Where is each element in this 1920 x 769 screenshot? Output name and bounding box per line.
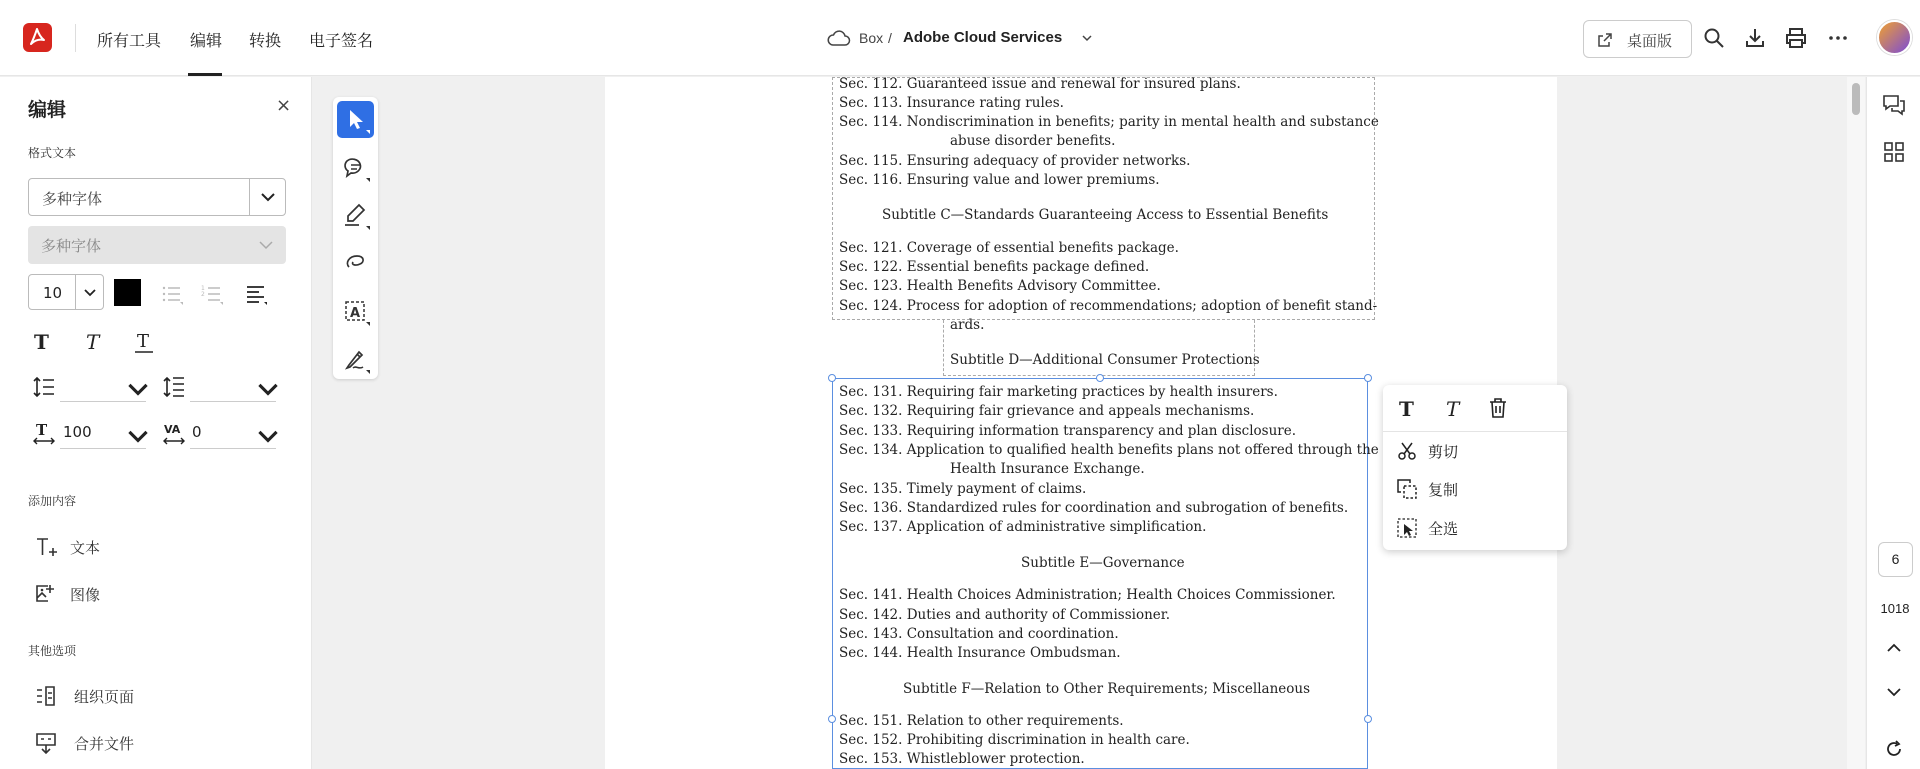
paragraph-spacing-icon[interactable] <box>162 375 186 399</box>
subtitle-heading: Subtitle F—Relation to Other Requirements; Miscellaneous <box>903 681 1311 697</box>
doc-line: Sec. 132. Requiring fair grievance and appeals mechanisms. <box>839 403 1255 419</box>
add-text-label: 文本 <box>70 539 101 557</box>
chevron-down-icon[interactable] <box>1081 32 1093 44</box>
font-style-select <box>28 226 286 264</box>
tab-convert[interactable]: 转换 <box>249 31 282 50</box>
subtitle-heading: Subtitle E—Governance <box>1021 555 1185 571</box>
chevron-down-icon[interactable] <box>256 425 280 449</box>
divider <box>190 401 276 402</box>
organize-pages-icon <box>34 684 58 708</box>
svg-text:T: T <box>36 421 48 439</box>
scissors-icon <box>1397 441 1417 461</box>
line-spacing-icon[interactable] <box>32 375 56 399</box>
resize-handle[interactable] <box>1364 374 1372 382</box>
external-link-icon <box>1597 32 1613 48</box>
pen-sign-icon <box>337 341 374 378</box>
text-box-icon <box>337 293 374 330</box>
bold-icon[interactable] <box>1397 397 1419 419</box>
avatar[interactable] <box>1877 20 1912 55</box>
chevron-down-icon <box>260 190 276 204</box>
open-desktop-label: 桌面版 <box>1627 32 1673 50</box>
context-menu <box>1383 385 1567 550</box>
bold-icon[interactable] <box>32 330 56 354</box>
open-desktop-button[interactable] <box>1583 20 1692 58</box>
font-family-select[interactable] <box>28 178 286 216</box>
add-text-icon <box>34 535 58 559</box>
svg-text:T: T <box>34 330 49 354</box>
svg-text:T: T <box>137 331 150 352</box>
close-icon[interactable]: × <box>276 95 292 116</box>
doc-line: Sec. 136. Standardized rules for coordination and subrogation of benefits. <box>839 500 1349 516</box>
doc-line: Sec. 137. Application of administrative simplification. <box>839 519 1207 535</box>
tab-all-tools[interactable]: 所有工具 <box>97 31 162 50</box>
doc-line: Sec. 151. Relation to other requirements. <box>839 713 1124 729</box>
select-all-label: 全选 <box>1428 520 1459 538</box>
panel-title: 编辑 <box>28 99 67 121</box>
chevron-down-icon <box>83 287 97 299</box>
font-family-dropdown[interactable] <box>249 179 285 215</box>
chevron-down-icon[interactable] <box>256 378 280 402</box>
chevron-down-icon[interactable] <box>126 425 150 449</box>
doc-line: Sec. 133. Requiring information transparency and plan disclosure. <box>839 423 1297 439</box>
resize-handle[interactable] <box>828 715 836 723</box>
chevron-down-icon <box>258 239 274 251</box>
organize-pages-label: 组织页面 <box>74 688 135 706</box>
doc-line: Sec. 123. Health Benefits Advisory Committee. <box>839 278 1161 294</box>
svg-text:T: T <box>1399 397 1414 419</box>
select-all-menu-item[interactable] <box>1395 512 1555 542</box>
doc-line: Sec. 116. Ensuring value and lower premiums. <box>839 172 1160 188</box>
text-color-swatch[interactable] <box>114 279 141 306</box>
doc-line: Sec. 152. Prohibiting discrimination in health care. <box>839 732 1190 748</box>
doc-line: Sec. 142. Duties and authority of Commissioner. <box>839 607 1171 623</box>
numbered-list-icon[interactable] <box>200 282 224 306</box>
highlighter-icon <box>337 197 374 234</box>
character-spacing-value[interactable]: 0 <box>192 423 202 441</box>
doc-line: Sec. 144. Health Insurance Ombudsman. <box>839 645 1121 661</box>
vertical-scrollbar[interactable] <box>1847 77 1865 769</box>
cloud-icon <box>827 29 851 47</box>
doc-line: Sec. 113. Insurance rating rules. <box>839 95 1064 111</box>
doc-line: Sec. 131. Requiring fair marketing practices by health insurers. <box>839 384 1278 400</box>
tab-edit[interactable]: 编辑 <box>190 31 223 50</box>
doc-line: Sec. 141. Health Choices Administration; Health Choices Commissioner. <box>839 587 1336 603</box>
svg-text:VA: VA <box>164 423 181 436</box>
divider <box>190 448 276 449</box>
tab-e-sign[interactable]: 电子签名 <box>309 31 374 50</box>
resize-handle[interactable] <box>1364 715 1372 723</box>
breadcrumb-separator: / <box>888 30 892 46</box>
underline-icon[interactable] <box>132 330 156 354</box>
divider <box>75 24 76 52</box>
font-style-value: 多种字体 <box>41 237 102 255</box>
svg-text:T: T <box>86 330 100 354</box>
resize-handle[interactable] <box>828 374 836 382</box>
floating-toolbar <box>333 97 378 379</box>
sign-tool[interactable] <box>337 341 374 378</box>
text-box-tool[interactable] <box>337 293 374 330</box>
doc-line: Sec. 114. Nondiscrimination in benefits; parity in mental health and substance <box>839 114 1379 130</box>
svg-text:1: 1 <box>201 285 205 292</box>
font-size-input[interactable] <box>28 274 104 310</box>
add-content-heading: 添加内容 <box>28 494 77 508</box>
divider <box>1383 431 1567 432</box>
copy-icon <box>1397 479 1417 499</box>
copy-menu-item[interactable] <box>1395 473 1555 503</box>
doc-line: Health Insurance Exchange. <box>950 461 1145 477</box>
italic-icon[interactable] <box>1443 397 1465 419</box>
highlight-tool[interactable] <box>337 197 374 234</box>
comment-tool[interactable] <box>337 149 374 186</box>
scrollbar-thumb[interactable] <box>1852 83 1860 115</box>
chevron-down-icon[interactable] <box>126 378 150 402</box>
active-tab-indicator <box>188 73 222 76</box>
top-bar <box>0 0 1920 76</box>
refresh-icon[interactable] <box>1884 739 1904 759</box>
other-options-heading: 其他选项 <box>28 644 77 658</box>
comments-panel-icon[interactable] <box>1882 93 1906 117</box>
chevron-up-icon[interactable] <box>1886 640 1902 656</box>
select-all-icon <box>1397 518 1417 538</box>
add-image-label: 图像 <box>70 586 101 604</box>
doc-line: abuse disorder benefits. <box>950 133 1116 149</box>
doc-line: ards. <box>950 317 985 333</box>
total-pages: 1018 <box>1880 601 1910 616</box>
comment-icon <box>337 149 374 186</box>
select-tool[interactable] <box>337 101 374 138</box>
draw-tool[interactable] <box>337 245 374 282</box>
horizontal-scale-icon <box>32 421 56 445</box>
resize-handle[interactable] <box>1096 374 1104 382</box>
bullet-list-icon[interactable] <box>160 282 184 306</box>
breadcrumb-root[interactable]: Box <box>859 30 884 46</box>
acrobat-logo-icon <box>23 23 52 52</box>
document-title[interactable]: Adobe Cloud Services <box>903 29 1063 46</box>
svg-text:T: T <box>1446 397 1460 419</box>
copy-label: 复制 <box>1428 481 1459 499</box>
lasso-icon <box>337 245 374 282</box>
font-size-value: 10 <box>43 284 63 302</box>
edit-panel <box>0 77 312 769</box>
doc-line: Sec. 121. Coverage of essential benefits package. <box>839 240 1179 256</box>
font-family-value: 多种字体 <box>42 190 103 208</box>
doc-line: Sec. 134. Application to qualified health benefits plans not offered through the <box>839 442 1379 458</box>
doc-line: Sec. 122. Essential benefits package defined. <box>839 259 1150 275</box>
chevron-down-icon[interactable] <box>1886 684 1902 700</box>
doc-line: Sec. 124. Process for adoption of recommendations; adoption of benefit stand- <box>839 298 1378 314</box>
add-image-icon <box>34 582 58 606</box>
divider <box>60 401 146 402</box>
right-rail <box>1866 77 1920 769</box>
merge-files-label: 合并文件 <box>74 735 135 753</box>
subtitle-heading: Subtitle C—Standards Guaranteeing Access to Essential Benefits <box>882 207 1329 223</box>
thumbnails-icon[interactable] <box>1883 141 1905 163</box>
character-spacing-icon <box>162 421 186 445</box>
doc-line: Sec. 112. Guaranteed issue and renewal for insured plans. <box>839 76 1241 92</box>
cursor-icon <box>337 101 374 138</box>
download-icon[interactable] <box>1743 26 1767 50</box>
acrobat-logo[interactable] <box>23 23 52 52</box>
doc-line: Sec. 143. Consultation and coordination. <box>839 626 1119 642</box>
more-icon[interactable] <box>1826 26 1850 50</box>
doc-line: Sec. 153. Whistleblower protection. <box>839 751 1085 767</box>
divider <box>60 448 146 449</box>
font-size-dropdown[interactable] <box>75 275 104 309</box>
search-icon[interactable] <box>1702 26 1726 50</box>
cut-menu-item[interactable] <box>1395 435 1555 465</box>
current-page-input[interactable]: 6 <box>1878 542 1913 577</box>
delete-icon[interactable] <box>1487 397 1509 419</box>
merge-files-icon <box>34 731 58 755</box>
italic-icon[interactable] <box>82 330 106 354</box>
svg-text:A: A <box>350 306 361 321</box>
align-left-icon[interactable] <box>244 282 268 306</box>
cut-label: 剪切 <box>1428 443 1459 461</box>
horizontal-scale-value[interactable]: 100 <box>63 423 92 441</box>
doc-line: Sec. 115. Ensuring adequacy of provider networks. <box>839 153 1191 169</box>
format-text-heading: 格式文本 <box>28 146 77 160</box>
doc-line: Sec. 135. Timely payment of claims. <box>839 481 1087 497</box>
print-icon[interactable] <box>1784 26 1808 50</box>
svg-text:2: 2 <box>201 291 205 298</box>
subtitle-heading: Subtitle D—Additional Consumer Protections <box>950 352 1260 368</box>
